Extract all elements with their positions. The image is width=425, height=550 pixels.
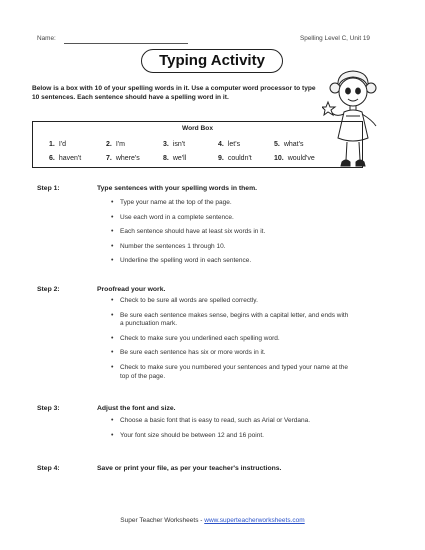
step-1-heading: Type sentences with your spelling words in them. (97, 185, 258, 192)
list-item: • Use each word in a complete sentence. (111, 214, 351, 223)
word-box-item: 10. would've (274, 155, 315, 162)
step-2-list (111, 297, 351, 387)
step-1-label: Step 1: (37, 185, 60, 192)
list-item: • Each sentence should have at least six words in it. (111, 228, 351, 237)
list-item: • Your font size should be between 12 and 16 point. (111, 432, 351, 441)
list-item: • Choose a basic font that is easy to read, such as Arial or Verdana. (111, 417, 351, 426)
word-box-item: 2. I'm (106, 141, 125, 148)
footer-brand: Super Teacher Worksheets (120, 517, 199, 524)
page-title: Typing Activity (141, 49, 283, 73)
step-1-list (111, 199, 351, 272)
list-item: • Underline the spelling word in each sentence. (111, 257, 351, 266)
step-4-label: Step 4: (37, 465, 60, 472)
list-item: • Be sure each sentence makes sense, begins with a capital letter, and ends with a punctuation mark. (111, 312, 351, 329)
word-box-item: 5. what's (274, 141, 304, 148)
step-3-label: Step 3: (37, 405, 60, 412)
word-box-title: Word Box (181, 125, 213, 132)
word-box-item: 8. we'll (163, 155, 187, 162)
word-box-item: 1. I'd (49, 141, 67, 148)
step-2-label: Step 2: (37, 286, 60, 293)
list-item: • Check to make sure you underlined each spelling word. (111, 335, 351, 344)
list-item: • Type your name at the top of the page. (111, 199, 351, 208)
step-3-heading: Adjust the font and size. (97, 405, 176, 412)
word-box-item: 3. isn't (163, 141, 186, 148)
word-box-item: 6. haven't (49, 155, 82, 162)
word-box-item: 9. couldn't (218, 155, 252, 162)
footer-url-link[interactable]: www.superteacherworksheets.com (204, 517, 305, 524)
word-box-item: 4. let's (218, 141, 241, 148)
name-label: Name: (37, 35, 56, 42)
word-box (32, 121, 363, 168)
word-box-item: 7. where's (106, 155, 140, 162)
level-unit-label: Spelling Level C, Unit 19 (300, 35, 370, 42)
step-4-heading: Save or print your file, as per your teacher's instructions. (97, 465, 282, 472)
list-item: • Check to make sure you numbered your sentences and typed your name at the top of the page. (111, 364, 351, 381)
step-2-heading: Proofread your work. (97, 286, 166, 293)
intro-text: Below is a box with 10 of your spelling words in it. Use a computer word processor to type 10 sentences. Each sentence should have a spelling word in it. (32, 85, 316, 102)
step-3-list (111, 417, 351, 446)
name-underline (64, 43, 188, 44)
footer-separator: - (198, 517, 205, 524)
list-item: • Number the sentences 1 through 10. (111, 243, 351, 252)
list-item: • Check to be sure all words are spelled correctly. (111, 297, 351, 306)
footer (0, 517, 425, 524)
list-item: • Be sure each sentence has six or more words in it. (111, 349, 351, 358)
